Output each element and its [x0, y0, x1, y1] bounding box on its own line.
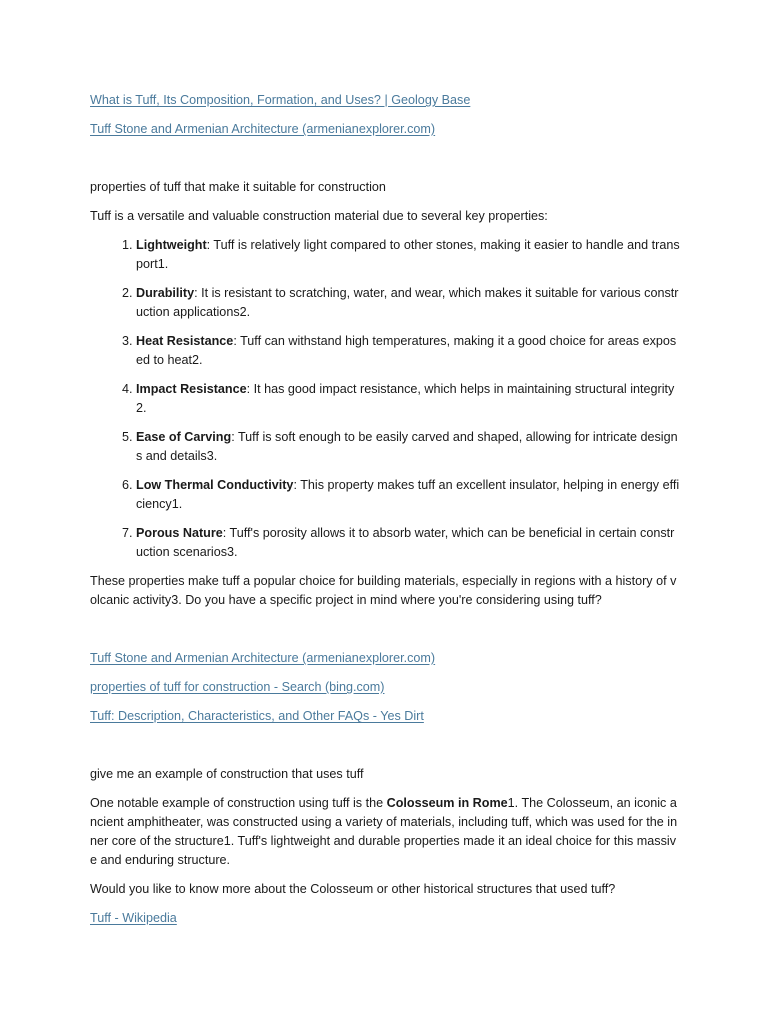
property-text: : Tuff is soft enough to be easily carved and shaped, allowing for intricate designs and details3. [136, 430, 678, 463]
property-text: : Tuff is relatively light compared to other stones, making it easier to handle and transport1. [136, 238, 680, 271]
properties-list [90, 236, 680, 562]
source-link-armenian-explorer-2[interactable]: Tuff Stone and Armenian Architecture (armenianexplorer.com) [90, 651, 436, 665]
property-title: Durability [136, 286, 195, 300]
list-item [136, 380, 680, 418]
property-text: : Tuff's porosity allows it to absorb water, which can be beneficial in certain construction scenarios3. [136, 526, 675, 559]
list-item [136, 524, 680, 562]
property-title: Porous Nature [136, 526, 223, 540]
source-link-paragraph [90, 909, 680, 928]
source-link-paragraph [90, 707, 680, 726]
property-text: : Tuff can withstand high temperatures, making it a good choice for areas exposed to heat2. [136, 334, 677, 367]
source-link-paragraph [90, 120, 680, 139]
question-text: properties of tuff that make it suitable for construction [90, 180, 386, 194]
list-item [136, 428, 680, 466]
spacer [90, 149, 680, 178]
property-text: : This property makes tuff an excellent insulator, helping in energy efficiency1. [136, 478, 680, 511]
answer-outro: These properties make tuff a popular choice for building materials, especially in regions with a history of volcanic activity3. Do you have a specific project in mind where you're considering using tuff? [90, 574, 677, 607]
property-text: : It is resistant to scratching, water, and wear, which makes it suitable for various construction applications2. [136, 286, 679, 319]
source-link-paragraph [90, 91, 680, 110]
answer-intro: Tuff is a versatile and valuable construction material due to several key properties: [90, 209, 548, 223]
followup-question: Would you like to know more about the Colosseum or other historical structures that used tuff? [90, 882, 616, 896]
answer-text: One notable example of construction using tuff is the [90, 796, 387, 810]
spacer [90, 736, 680, 765]
question-text: give me an example of construction that uses tuff [90, 767, 364, 781]
source-link-bing-search[interactable]: properties of tuff for construction - Search (bing.com) [90, 680, 385, 694]
answer-bold-text: Colosseum in Rome [386, 796, 508, 810]
property-text: : It has good impact resistance, which helps in maintaining structural integrity2. [136, 382, 675, 415]
property-title: Low Thermal Conductivity [136, 478, 294, 492]
source-link-armenian-explorer[interactable]: Tuff Stone and Armenian Architecture (armenianexplorer.com) [90, 122, 436, 136]
source-link-yes-dirt[interactable]: Tuff: Description, Characteristics, and Other FAQs - Yes Dirt [90, 709, 424, 723]
source-link-paragraph [90, 678, 680, 697]
spacer [90, 620, 680, 649]
list-item [136, 332, 680, 370]
list-item [136, 476, 680, 514]
document-page [90, 91, 680, 938]
source-link-wikipedia[interactable]: Tuff - Wikipedia [90, 911, 177, 925]
list-item [136, 284, 680, 322]
answer-paragraph [90, 794, 680, 870]
list-item [136, 236, 680, 274]
answer-text: 1. The Colosseum, an iconic ancient amphitheater, was constructed using a variety of materials, including tuff, which was used for the inner core of the structure1. Tuff's lightweight and durable properties made it an ideal choice for this massive and enduring structure. [90, 796, 678, 867]
property-title: Heat Resistance [136, 334, 234, 348]
property-title: Impact Resistance [136, 382, 247, 396]
source-link-paragraph [90, 649, 680, 668]
property-title: Ease of Carving [136, 430, 232, 444]
source-link-geology-base[interactable]: What is Tuff, Its Composition, Formation, and Uses? | Geology Base [90, 93, 471, 107]
property-title: Lightweight [136, 238, 207, 252]
